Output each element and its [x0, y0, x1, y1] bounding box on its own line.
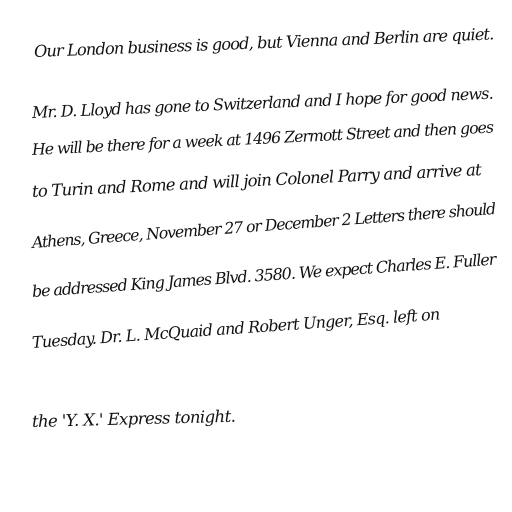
text-line-3: He will be there for a week at 1496 Zermott Street and then goes [31, 117, 494, 159]
text-line-1: Our London business is good, but Vienna and Berlin are quiet. [33, 24, 494, 61]
text-line-2: Mr. D. Lloyd has gone to Switzerland and I hope for good news. [31, 83, 494, 122]
text-line-5: Athens, Greece, November 27 or December 2 Letters there should [31, 199, 496, 252]
text-line-6: be addressed King James Blvd. 3580. We expect Charles E. Fuller [31, 249, 496, 301]
text-line-4: to Turin and Rome and will join Colonel Parry and arrive at [31, 160, 482, 201]
text-line-8: the 'Y. X.' Express tonight. [31, 406, 236, 431]
text-line-7: Tuesday. Dr. L. McQuaid and Robert Unger, Esq. left on [31, 304, 440, 352]
